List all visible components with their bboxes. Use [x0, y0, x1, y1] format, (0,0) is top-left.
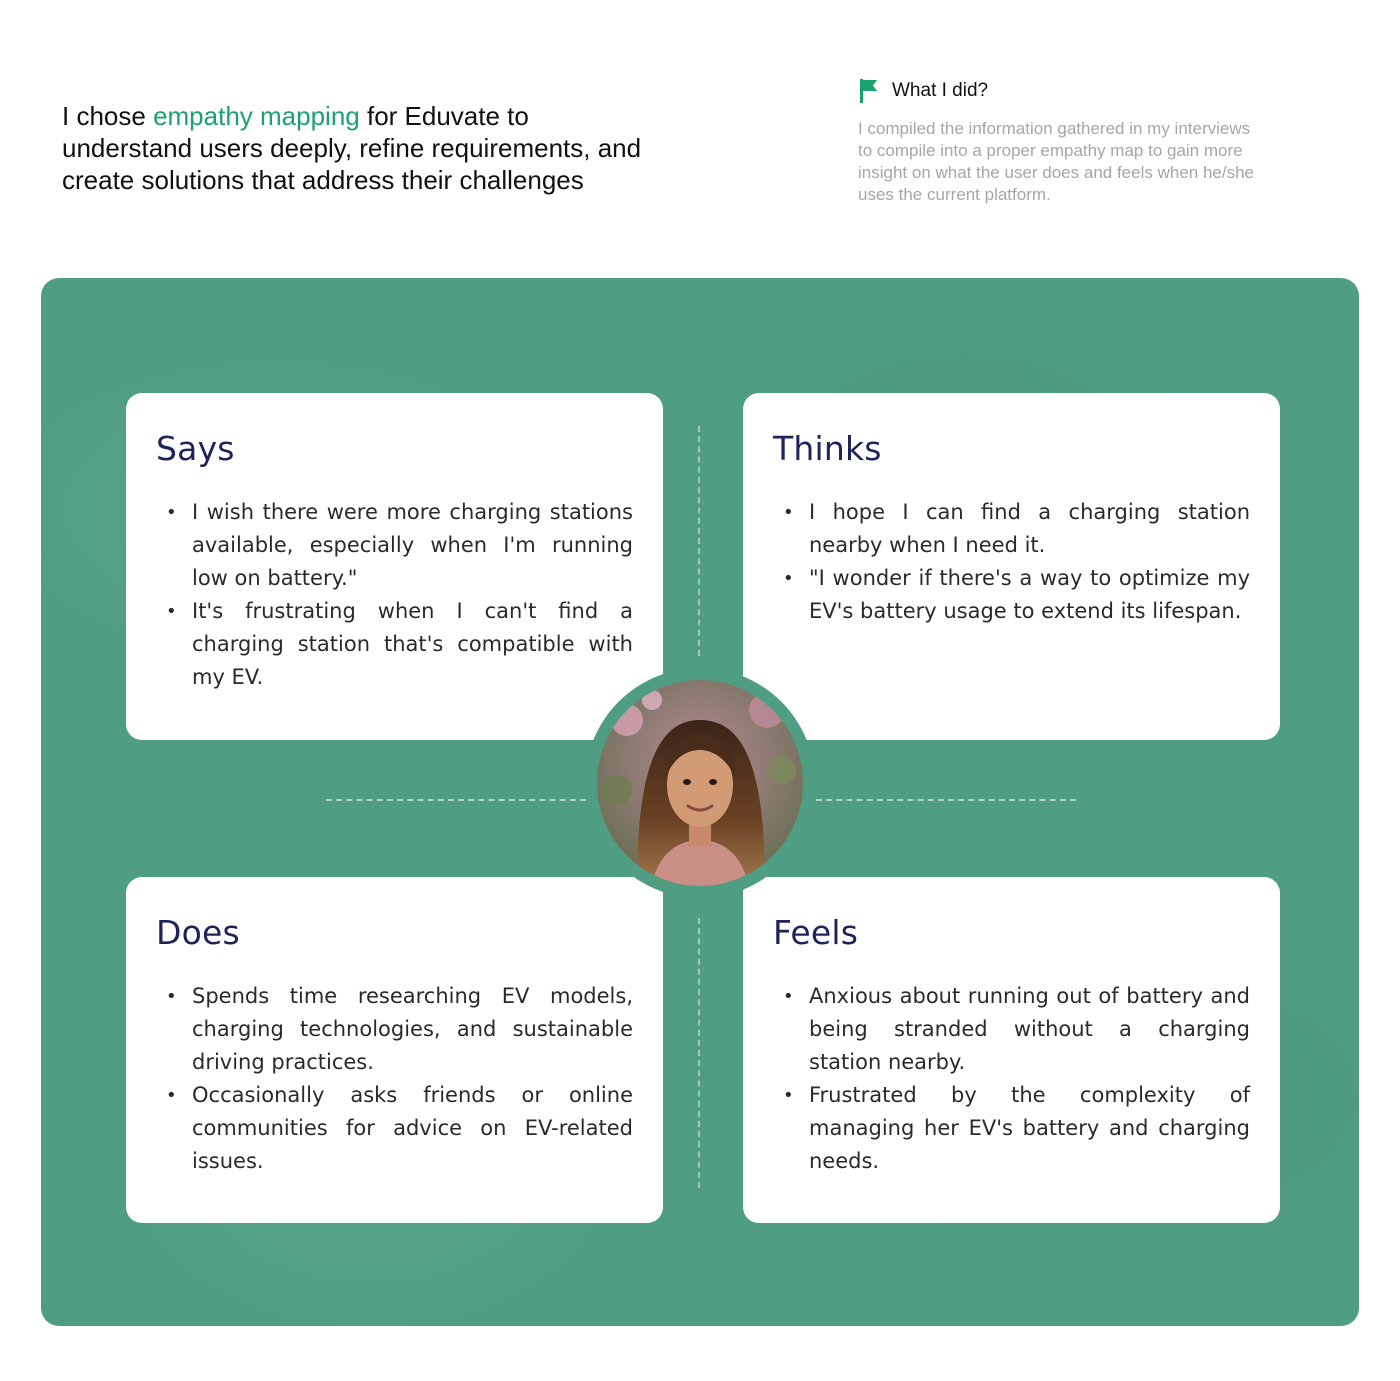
- feels-title: Feels: [773, 913, 859, 952]
- intro-text: [62, 100, 662, 196]
- persona-photo: [597, 680, 803, 886]
- vertical-divider-bottom: [698, 918, 700, 1188]
- persona-avatar-ring: [585, 668, 815, 898]
- thinks-card: [743, 393, 1280, 740]
- thinks-title: Thinks: [773, 429, 882, 468]
- feels-list: [773, 980, 1250, 1178]
- note-heading: What I did?: [892, 80, 989, 101]
- note-body: I compiled the information gathered in my interviews to compile into a proper empathy map to gain more insight on what the user does and feels when he/she uses the current platform.: [858, 119, 1254, 204]
- says-list: [156, 496, 633, 694]
- intro-highlight: empathy mapping: [153, 101, 360, 131]
- says-title: Says: [156, 429, 235, 468]
- horizontal-divider-right: [816, 799, 1076, 801]
- flag-icon: [858, 78, 878, 104]
- intro-prefix: I chose: [62, 101, 154, 131]
- feels-item: • Frustrated by the complexity of managing her EV's battery and charging needs.: [773, 1079, 1250, 1178]
- thinks-list: [773, 496, 1250, 628]
- persona-avatar: [597, 680, 803, 886]
- does-card: [126, 877, 663, 1223]
- intro-suffix: for Eduvate to understand users deeply, refine requirements, and create solutions that address their challenges: [62, 101, 642, 195]
- thinks-item: • I hope I can find a charging station nearby when I need it.: [773, 496, 1250, 562]
- says-card: [126, 393, 663, 740]
- thinks-item: • "I wonder if there's a way to optimize my EV's battery usage to extend its lifespan.: [773, 562, 1250, 628]
- says-item: • I wish there were more charging stations available, especially when I'm running low on battery.": [156, 496, 633, 595]
- feels-card: [743, 877, 1280, 1223]
- empathy-map-board: [41, 278, 1359, 1326]
- does-title: Does: [156, 913, 240, 952]
- note-header: [858, 78, 1268, 104]
- says-item: • It's frustrating when I can't find a charging station that's compatible with my EV.: [156, 595, 633, 694]
- what-i-did-note: [858, 78, 1268, 206]
- does-list: [156, 980, 633, 1178]
- feels-item: • Anxious about running out of battery and being stranded without a charging station nearby.: [773, 980, 1250, 1079]
- vertical-divider-top: [698, 426, 700, 656]
- horizontal-divider-left: [326, 799, 586, 801]
- does-item: • Occasionally asks friends or online communities for advice on EV-related issues.: [156, 1079, 633, 1178]
- does-item: • Spends time researching EV models, charging technologies, and sustainable driving practices.: [156, 980, 633, 1079]
